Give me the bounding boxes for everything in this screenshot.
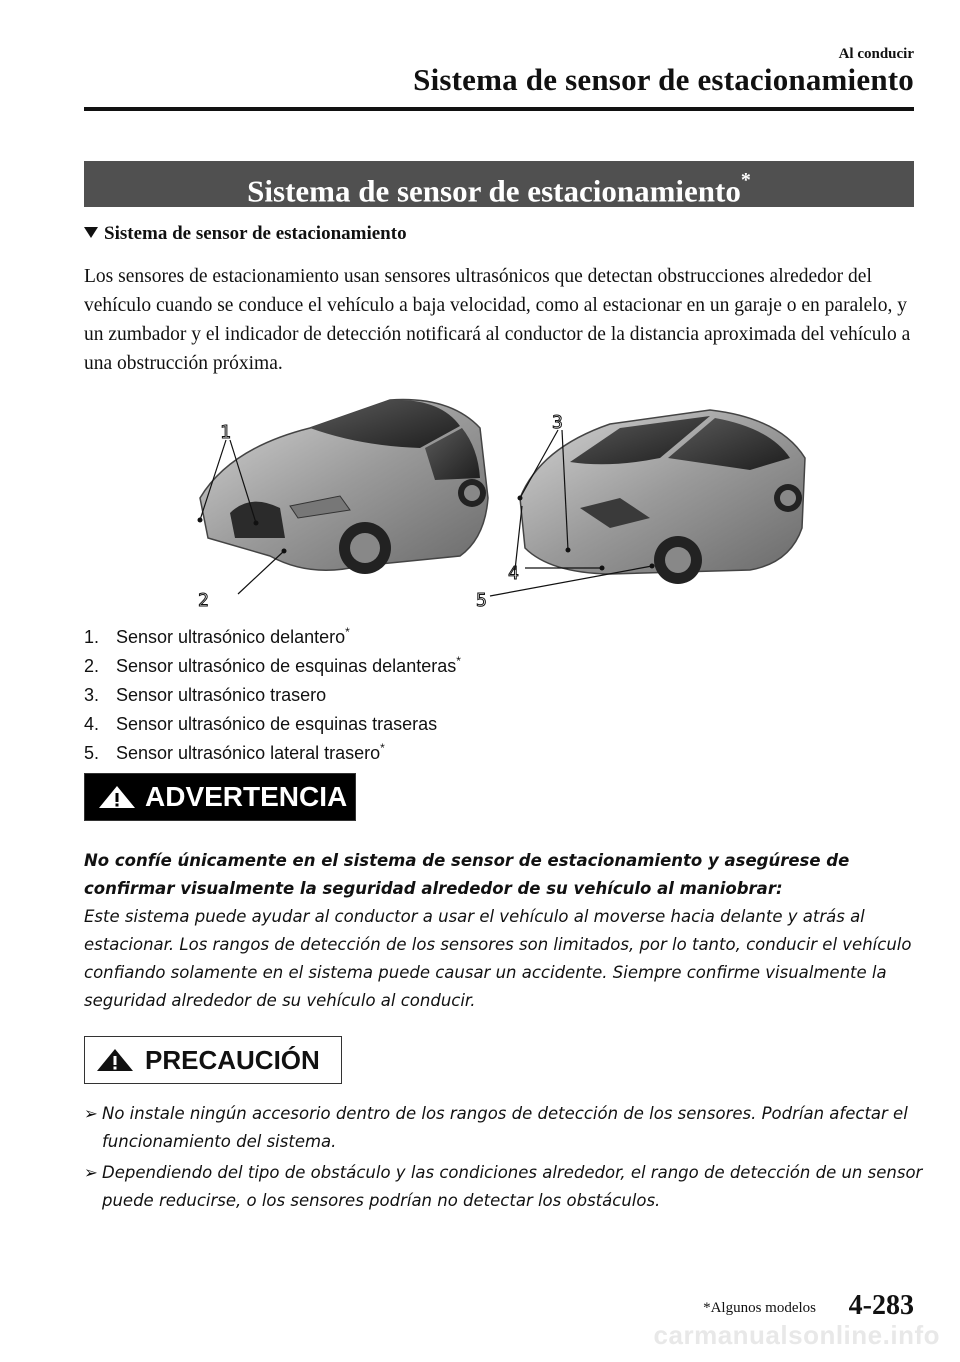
- list-item-text: Sensor ultrasónico lateral trasero: [116, 743, 381, 763]
- banner-title: Sistema de sensor de estacionamiento: [247, 173, 741, 209]
- sensor-location-figure: [190, 388, 830, 610]
- arrow-bullet-icon: ➢: [84, 1104, 98, 1123]
- list-item-number: 2.: [84, 656, 100, 676]
- caution-icon: [95, 1048, 135, 1072]
- footnote-mark: *: [456, 654, 461, 668]
- warning-icon: [97, 785, 137, 809]
- list-item-number: 1.: [84, 627, 100, 647]
- page-header-title: Sistema de sensor de estacionamiento: [413, 62, 914, 97]
- list-item: [84, 734, 461, 763]
- list-item-number: 5.: [84, 743, 100, 763]
- arrow-bullet-icon: ➢: [84, 1163, 98, 1182]
- subheading-text: Sistema de sensor de estacionamiento: [104, 223, 407, 244]
- list-item: [84, 618, 461, 647]
- list-item-text: Sensor ultrasónico de esquinas delanteras: [116, 656, 457, 676]
- list-item: [84, 1100, 924, 1156]
- caution-label-text: PRECAUCIÓN: [145, 1045, 320, 1075]
- section-label: Al conducir: [838, 46, 914, 62]
- footnote-legend: *Algunos modelos: [703, 1300, 816, 1316]
- header-rule: [84, 107, 914, 111]
- list-item-text: Sensor ultrasónico de esquinas traseras: [116, 714, 438, 734]
- callout-5: 5: [476, 590, 487, 610]
- front-car-illustration: [198, 400, 489, 574]
- list-item: [84, 647, 461, 676]
- callout-2: 2: [198, 590, 209, 610]
- list-item: [84, 705, 461, 734]
- caution-list: [84, 1100, 924, 1218]
- watermark: carmanualsonline.info: [653, 1320, 940, 1350]
- triangle-bullet-icon: [84, 227, 98, 238]
- warning-label-text: ADVERTENCIA: [145, 781, 348, 812]
- list-item-number: 4.: [84, 714, 100, 734]
- footnote-mark: *: [380, 741, 385, 755]
- section-banner: [84, 161, 914, 207]
- callout-4: 4: [508, 563, 519, 584]
- sensor-list: [84, 618, 461, 763]
- callout-3: 3: [552, 412, 563, 433]
- intro-paragraph: Los sensores de estacionamiento usan sensores ultrasónicos que detectan obstrucciones alrededor del vehículo cuando se conduce el vehículo a baja velocidad, como al estacionar en un garaje o en paralelo, y un zumbador y el indicador de detección notificará al conductor de la distancia aproximada del vehículo a una obstrucción próxima.: [84, 266, 911, 374]
- list-item-number: 3.: [84, 685, 100, 705]
- callout-1: 1: [220, 422, 231, 443]
- warning-lead: No confíe únicamente en el sistema de sensor de estacionamiento y asegúrese de confirmar visualmente la seguridad alrededor de su vehículo al maniobrar:: [84, 851, 850, 898]
- subheading: [84, 223, 407, 245]
- banner-footnote-mark: *: [740, 169, 751, 191]
- footnote-mark: *: [345, 625, 350, 639]
- rear-car-illustration: [518, 410, 806, 584]
- page-number: 4-283: [848, 1290, 914, 1321]
- caution-label: [84, 1036, 342, 1084]
- caution-bullet-text: No instale ningún accesorio dentro de los rangos de detección de los sensores. Podrían afectar el funcionamiento del sistema.: [102, 1104, 908, 1151]
- caution-bullet-text: Dependiendo del tipo de obstáculo y las condiciones alrededor, el rango de detección de un sensor puede reducirse, o los sensores podrían no detectar los obstáculos.: [102, 1163, 923, 1210]
- list-item-text: Sensor ultrasónico delantero: [116, 627, 346, 647]
- list-item-text: Sensor ultrasónico trasero: [116, 685, 327, 705]
- warning-body: Este sistema puede ayudar al conductor a usar el vehículo al moverse hacia delante y atrás al estacionar. Los rangos de detección de los sensores son limitados, por lo tanto, conducir el vehículo confiando solamente en el sistema puede causar un accidente. Siempre confirme visualmente la seguridad alrededor de su vehículo al conducir.: [84, 907, 912, 1010]
- list-item: [84, 1159, 924, 1215]
- list-item: [84, 676, 461, 705]
- warning-label: [84, 773, 356, 821]
